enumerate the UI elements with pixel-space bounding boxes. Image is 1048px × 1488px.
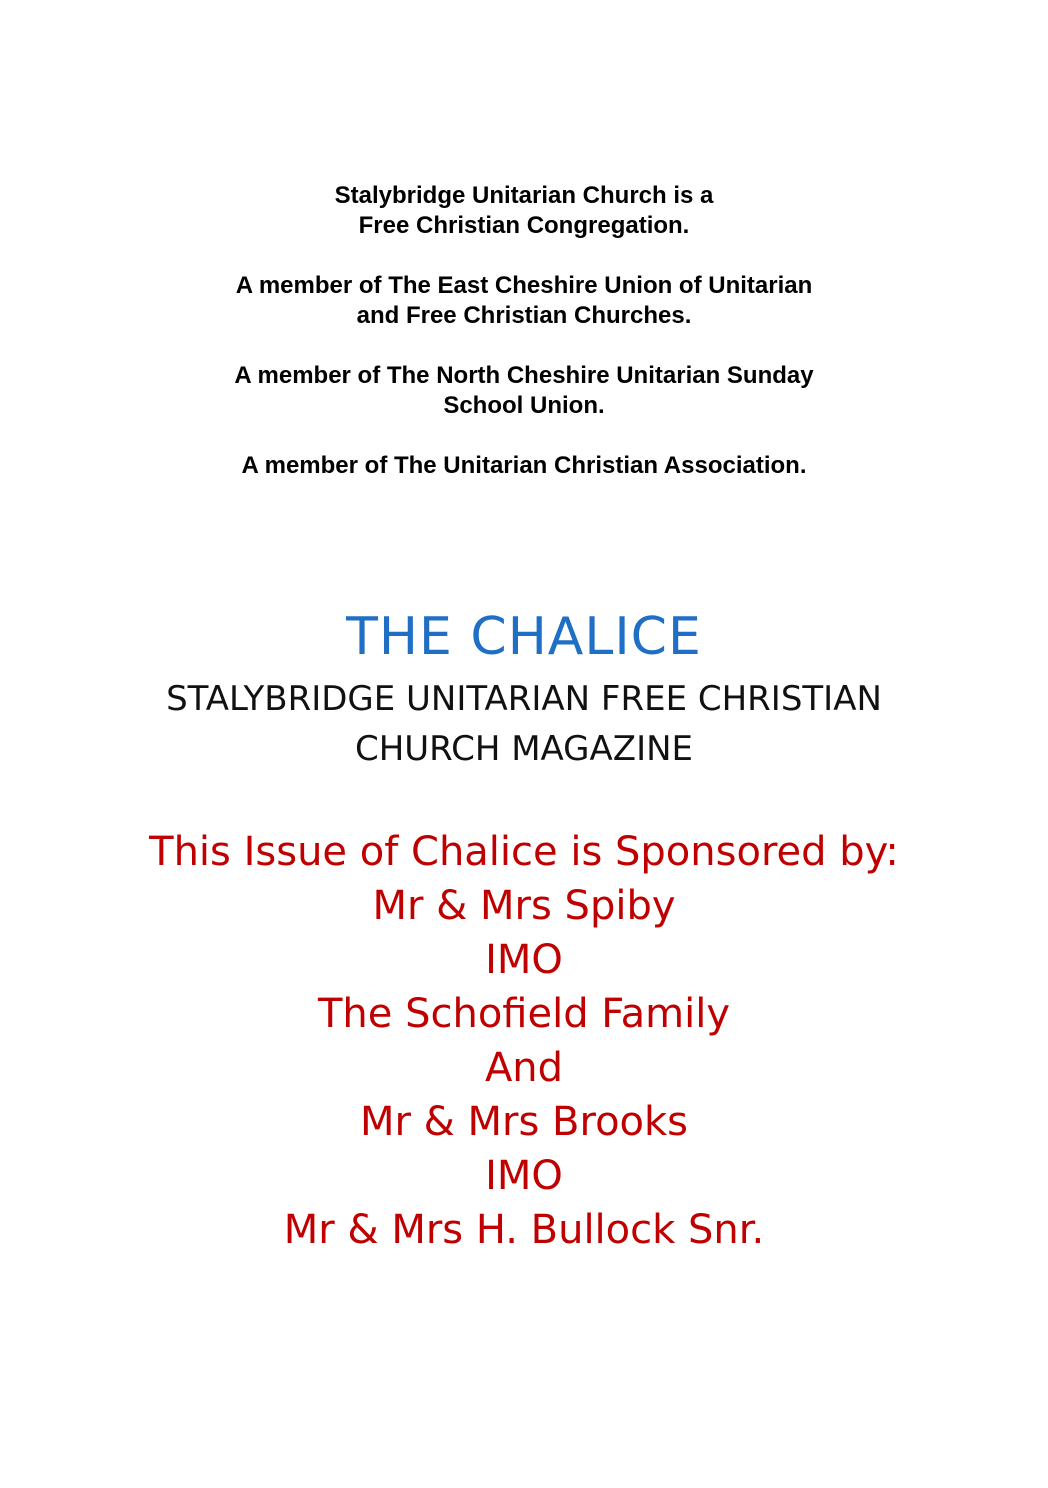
affiliation-statement xyxy=(0,271,1048,331)
sponsor-line: The Schofield Family xyxy=(317,991,731,1037)
affiliation-line: Free Christian Congregation. xyxy=(358,212,690,239)
sponsor-line: IMO xyxy=(485,937,563,983)
sponsors-heading: This Issue of Chalice is Sponsored by: xyxy=(149,829,899,875)
affiliation-statement xyxy=(0,361,1048,421)
sponsors-block xyxy=(0,825,1048,1257)
sponsor-line: Mr & Mrs Brooks xyxy=(359,1099,689,1145)
sponsor-line: Mr & Mrs Spiby xyxy=(372,883,676,929)
affiliation-statement xyxy=(0,451,1048,481)
magazine-subtitle xyxy=(0,674,1048,774)
affiliation-line: Stalybridge Unitarian Church is a xyxy=(334,182,714,209)
affiliation-line: School Union. xyxy=(443,392,605,419)
magazine-subtitle-line: CHURCH MAGAZINE xyxy=(354,729,694,769)
magazine-subtitle-line: STALYBRIDGE UNITARIAN FREE CHRISTIAN xyxy=(166,679,882,719)
affiliation-line: and Free Christian Churches. xyxy=(356,302,692,329)
affiliation-line: A member of The East Cheshire Union of Unitarian xyxy=(235,272,813,299)
affiliation-line: A member of The Unitarian Christian Association. xyxy=(241,452,807,479)
sponsor-line: IMO xyxy=(485,1153,563,1199)
affiliations-block xyxy=(0,181,1048,511)
magazine-title: THE CHALICE xyxy=(346,607,702,667)
sponsor-line: Mr & Mrs H. Bullock Snr. xyxy=(283,1207,765,1253)
affiliation-line: A member of The North Cheshire Unitarian Sunday xyxy=(234,362,814,389)
sponsor-line: And xyxy=(484,1045,564,1091)
affiliation-statement xyxy=(0,181,1048,241)
